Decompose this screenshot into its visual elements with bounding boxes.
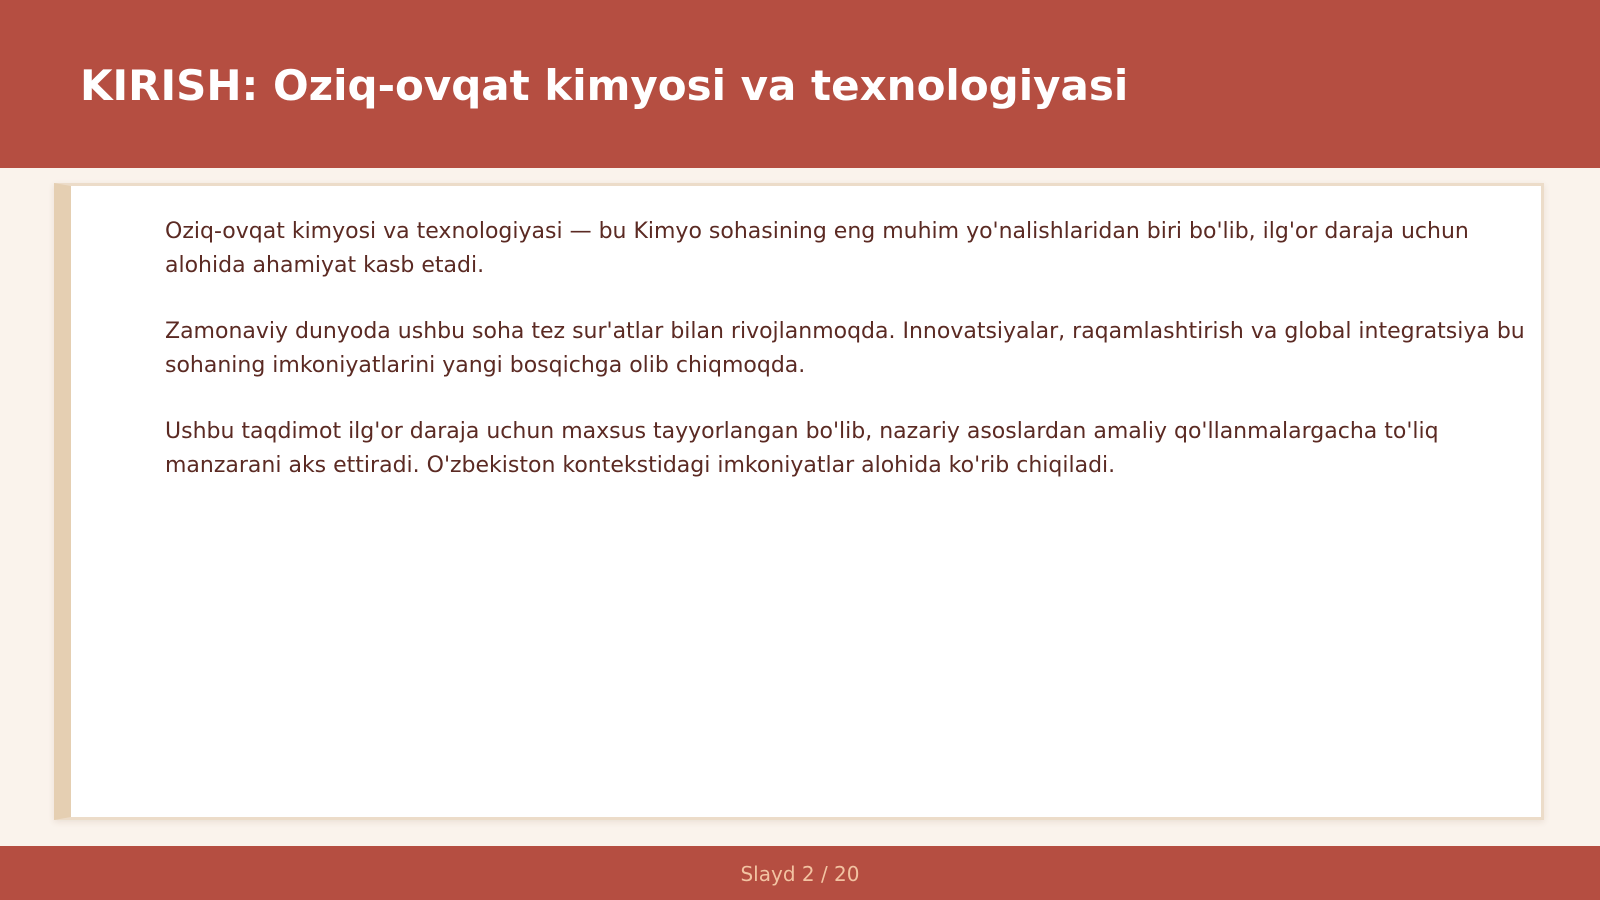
slide-number: Slayd 2 / 20 <box>740 862 860 886</box>
development-paragraph: Zamonaviy dunyoda ushbu soha tez sur'atlar bilan rivojlanmoqda. Innovatsiyalar, raqamlashtirish va global integratsiya bu sohaning imkoniyatlarini yangi bosqichga olib chiqmoqda. <box>165 319 1525 378</box>
presentation-paragraph: Ushbu taqdimot ilg'or daraja uchun maxsus tayyorlangan bo'lib, nazariy asoslardan amaliy qo'llanmalargacha to'liq manzarani aks ettiradi. O'zbekiston kontekstidagi imkoniyatlar alohida ko'rib chiqiladi. <box>165 419 1439 478</box>
slide-header <box>0 0 1600 168</box>
intro-paragraph: Oziq-ovqat kimyosi va texnologiyasi — bu Kimyo sohasining eng muhim yo'nalishlaridan biri bo'lib, ilg'or daraja uchun alohida ahamiyat kasb etadi. <box>165 219 1469 278</box>
content-text <box>165 215 1545 515</box>
slide-footer <box>0 846 1600 900</box>
slide-title: KIRISH: Oziq-ovqat kimyosi va texnologiyasi <box>80 61 1129 110</box>
content-card <box>54 183 1544 820</box>
